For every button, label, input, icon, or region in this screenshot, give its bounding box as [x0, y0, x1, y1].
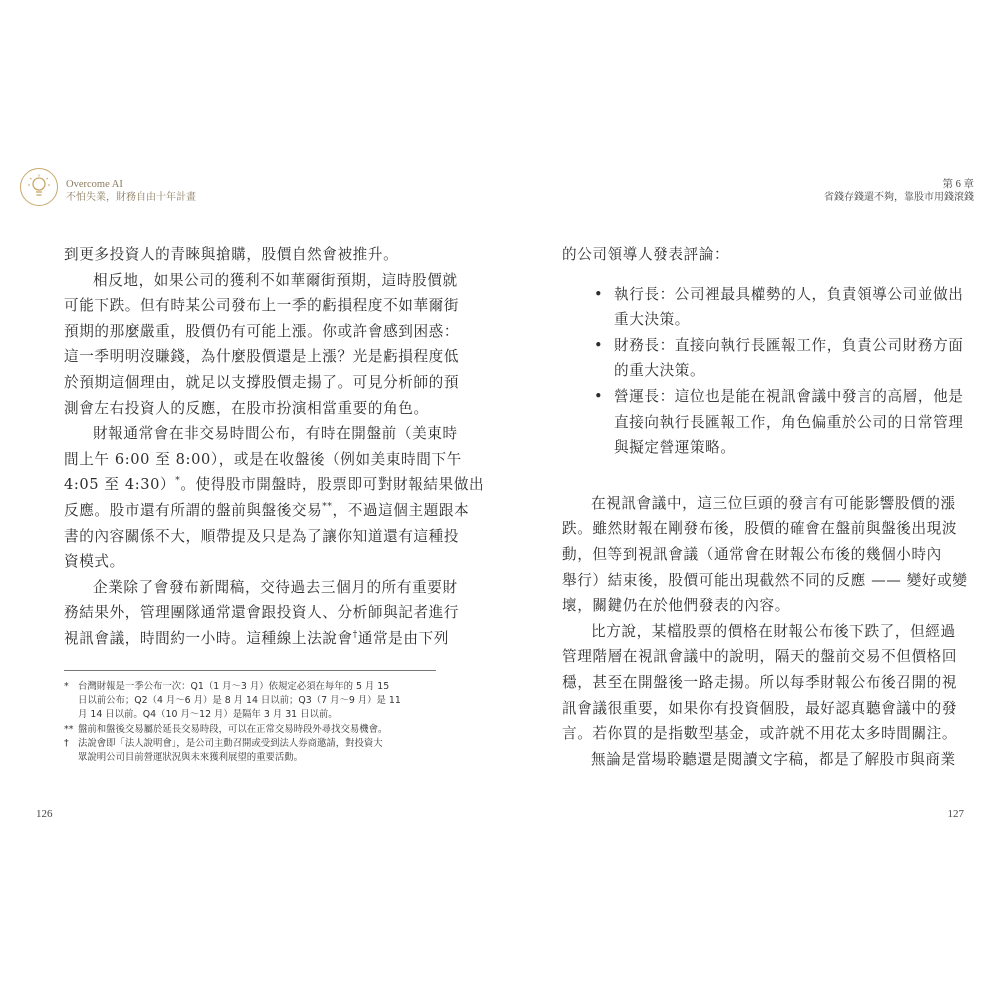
- bullet-icon: •: [594, 336, 604, 354]
- footnote-line: 法說會即「法人說明會」，是公司主動召開或受到法人券商邀請，對投資大: [78, 737, 383, 749]
- text-line: 跌。雖然財報在剛發布後，股價的確會在盤前與盤後出現波: [562, 520, 958, 538]
- footnote-mark: †: [64, 737, 69, 749]
- text-line: 相反地，如果公司的獲利不如華爾街預期，這時股價就: [93, 271, 458, 289]
- text-line: 言。若你買的是指數型基金，或許就不用花太多時間關注。: [562, 725, 958, 743]
- text-line: 間上午 6:00 至 8:00），或是在收盤後（例如美東時間下午: [64, 450, 462, 468]
- list-item: [562, 282, 964, 333]
- bullet-icon: •: [594, 387, 604, 405]
- text-line: 比方說，某檔股票的價格在財報公布後下跌了，但經過: [591, 622, 956, 640]
- text-line: [64, 472, 485, 498]
- text-line: 務結果外，管理團隊通常還會跟投資人、分析師與記者進行: [64, 604, 460, 622]
- text-line: 測會左右投資人的反應，在股市扮演相當重要的角色。: [64, 399, 429, 417]
- paragraph: [562, 491, 968, 619]
- text-line: 在視訊會議中，這三位巨頭的發言有可能影響股價的漲: [591, 494, 956, 512]
- footnote-ref-double-star: **: [322, 501, 333, 512]
- footnote-mark: **: [64, 723, 74, 735]
- text-line: 訊會議很重要，如果你有投資個股，最好認真聽會議中的發: [562, 699, 958, 717]
- text-line: 舉行）結束後，股價可能出現截然不同的反應 —— 變好或變: [562, 571, 968, 589]
- right-page: [500, 0, 1000, 1000]
- list-item: [562, 333, 964, 384]
- footnote-line: 台灣財報是一季公布一次：Q1（1 月～3 月）依規定必須在每年的 5 月 15: [78, 681, 390, 692]
- page-number: 126: [36, 808, 53, 820]
- footnote-line: 盤前和盤後交易屬於延長交易時段，可以在正常交易時段外尋找交易機會。: [78, 723, 388, 735]
- text-line: 企業除了會發布新聞稿，交待過去三個月的所有重要財: [93, 578, 458, 596]
- book-title-english: Overcome AI: [66, 179, 123, 190]
- text-line: 壞，關鍵仍在於他們發表的內容。: [562, 597, 790, 615]
- right-body-text: [562, 242, 968, 772]
- text-line: 直接向執行長匯報工作，角色偏重於公司的日常管理: [614, 413, 964, 431]
- running-header-right: [824, 178, 974, 204]
- text-line: 於預期這個理由，就足以支撐股價走揚了。可見分析師的預: [64, 373, 460, 391]
- text-fragment: 反應。股市還有所謂的盤前與盤後交易: [64, 501, 323, 519]
- paragraph: [64, 575, 460, 652]
- text-line: 財務長：直接向執行長匯報工作，負責公司財務方面: [614, 336, 964, 354]
- text-line: 到更多投資人的青睞與搶購，股價自然會被推升。: [64, 246, 399, 263]
- paragraph: [562, 619, 958, 747]
- chapter-number: 第 6 章: [942, 179, 974, 190]
- text-line: 管理階層在視訊會議中的說明，隔天的盤前交易不但價格回: [562, 648, 958, 666]
- paragraph: [562, 242, 942, 268]
- text-fragment: 4:05 至 4:30）: [64, 476, 176, 494]
- list-item: [562, 384, 964, 461]
- text-line: 穩，甚至在開盤後一路走揚。所以每季財報公布後召開的視: [562, 673, 958, 691]
- page-number: 127: [947, 808, 964, 820]
- text-line: 與擬定營運策略。: [614, 439, 736, 457]
- text-fragment: 。使得股市開盤時，股票即可對財報結果做出: [180, 476, 485, 494]
- paragraph: [562, 747, 956, 773]
- text-fragment: 通常是由下列: [357, 629, 449, 647]
- book-title-chinese: 不怕失業，財務自由十年計畫: [66, 192, 196, 203]
- text-fragment: 視訊會議，時間約一小時。這種線上法說會: [64, 629, 353, 647]
- running-header-left: [66, 178, 196, 204]
- footnote-mark: *: [64, 681, 69, 692]
- footnote: [64, 680, 444, 723]
- paragraph: [64, 268, 460, 422]
- bullet-icon: •: [594, 285, 604, 303]
- paragraph: [64, 421, 485, 575]
- footnote-line: 日以前公布；Q2（4 月～6 月）是 8 月 14 日以前；Q3（7 月～9 月）是 11: [78, 695, 401, 707]
- text-line: 資模式。: [64, 553, 125, 571]
- footnote-line: 月 14 日以前。Q4（10 月～12 月）是隔年 3 月 31 日以前。: [78, 709, 338, 721]
- text-line: 這一季明明沒賺錢，為什麼股價還是上漲？光是虧損程度低: [64, 348, 460, 366]
- footnote: [64, 737, 444, 765]
- left-body-text: [64, 242, 485, 652]
- footnote: [64, 723, 444, 737]
- text-line: 動，但等到視訊會議（通常會在財報公布後的幾個小時內: [562, 545, 942, 563]
- footnote-divider: [64, 670, 436, 671]
- text-line: 的公司領導人發表評論：: [562, 246, 730, 263]
- text-line: 的重大決策。: [614, 362, 706, 380]
- text-line: 可能下跌。但有時某公司發布上一季的虧損程度不如華爾街: [64, 297, 460, 315]
- text-fragment: ，不過這個主題跟本: [332, 501, 470, 519]
- text-line: [64, 626, 449, 652]
- chapter-title: 省錢存錢還不夠，靠股市用錢滾錢: [824, 192, 974, 203]
- text-line: 無論是當場聆聽還是閱讀文字稿，都是了解股市與商業: [591, 750, 956, 768]
- footnotes: [64, 680, 444, 765]
- footnote-ref-dagger: †: [352, 629, 358, 640]
- text-line: 執行長：公司裡最具權勢的人，負責領導公司並做出: [614, 285, 964, 303]
- paragraph: [64, 242, 436, 268]
- text-line: 書的內容關係不大，順帶提及只是為了讓你知道還有這種投: [64, 527, 460, 545]
- lightbulb-logo-icon: [20, 168, 58, 206]
- text-line: [64, 498, 470, 524]
- text-line: 預期的那麼嚴重，股價仍有可能上漲。你或許會感到困惑：: [64, 322, 460, 340]
- text-line: 財報通常會在非交易時間公布，有時在開盤前（美東時: [93, 425, 458, 443]
- text-line: 營運長：這位也是能在視訊會議中發言的高層，他是: [614, 387, 964, 405]
- footnote-line: 眾說明公司目前營運狀況與未來獲利展望的重要活動。: [78, 752, 304, 764]
- text-line: 重大決策。: [614, 311, 690, 329]
- footnote-ref-star: *: [175, 476, 181, 487]
